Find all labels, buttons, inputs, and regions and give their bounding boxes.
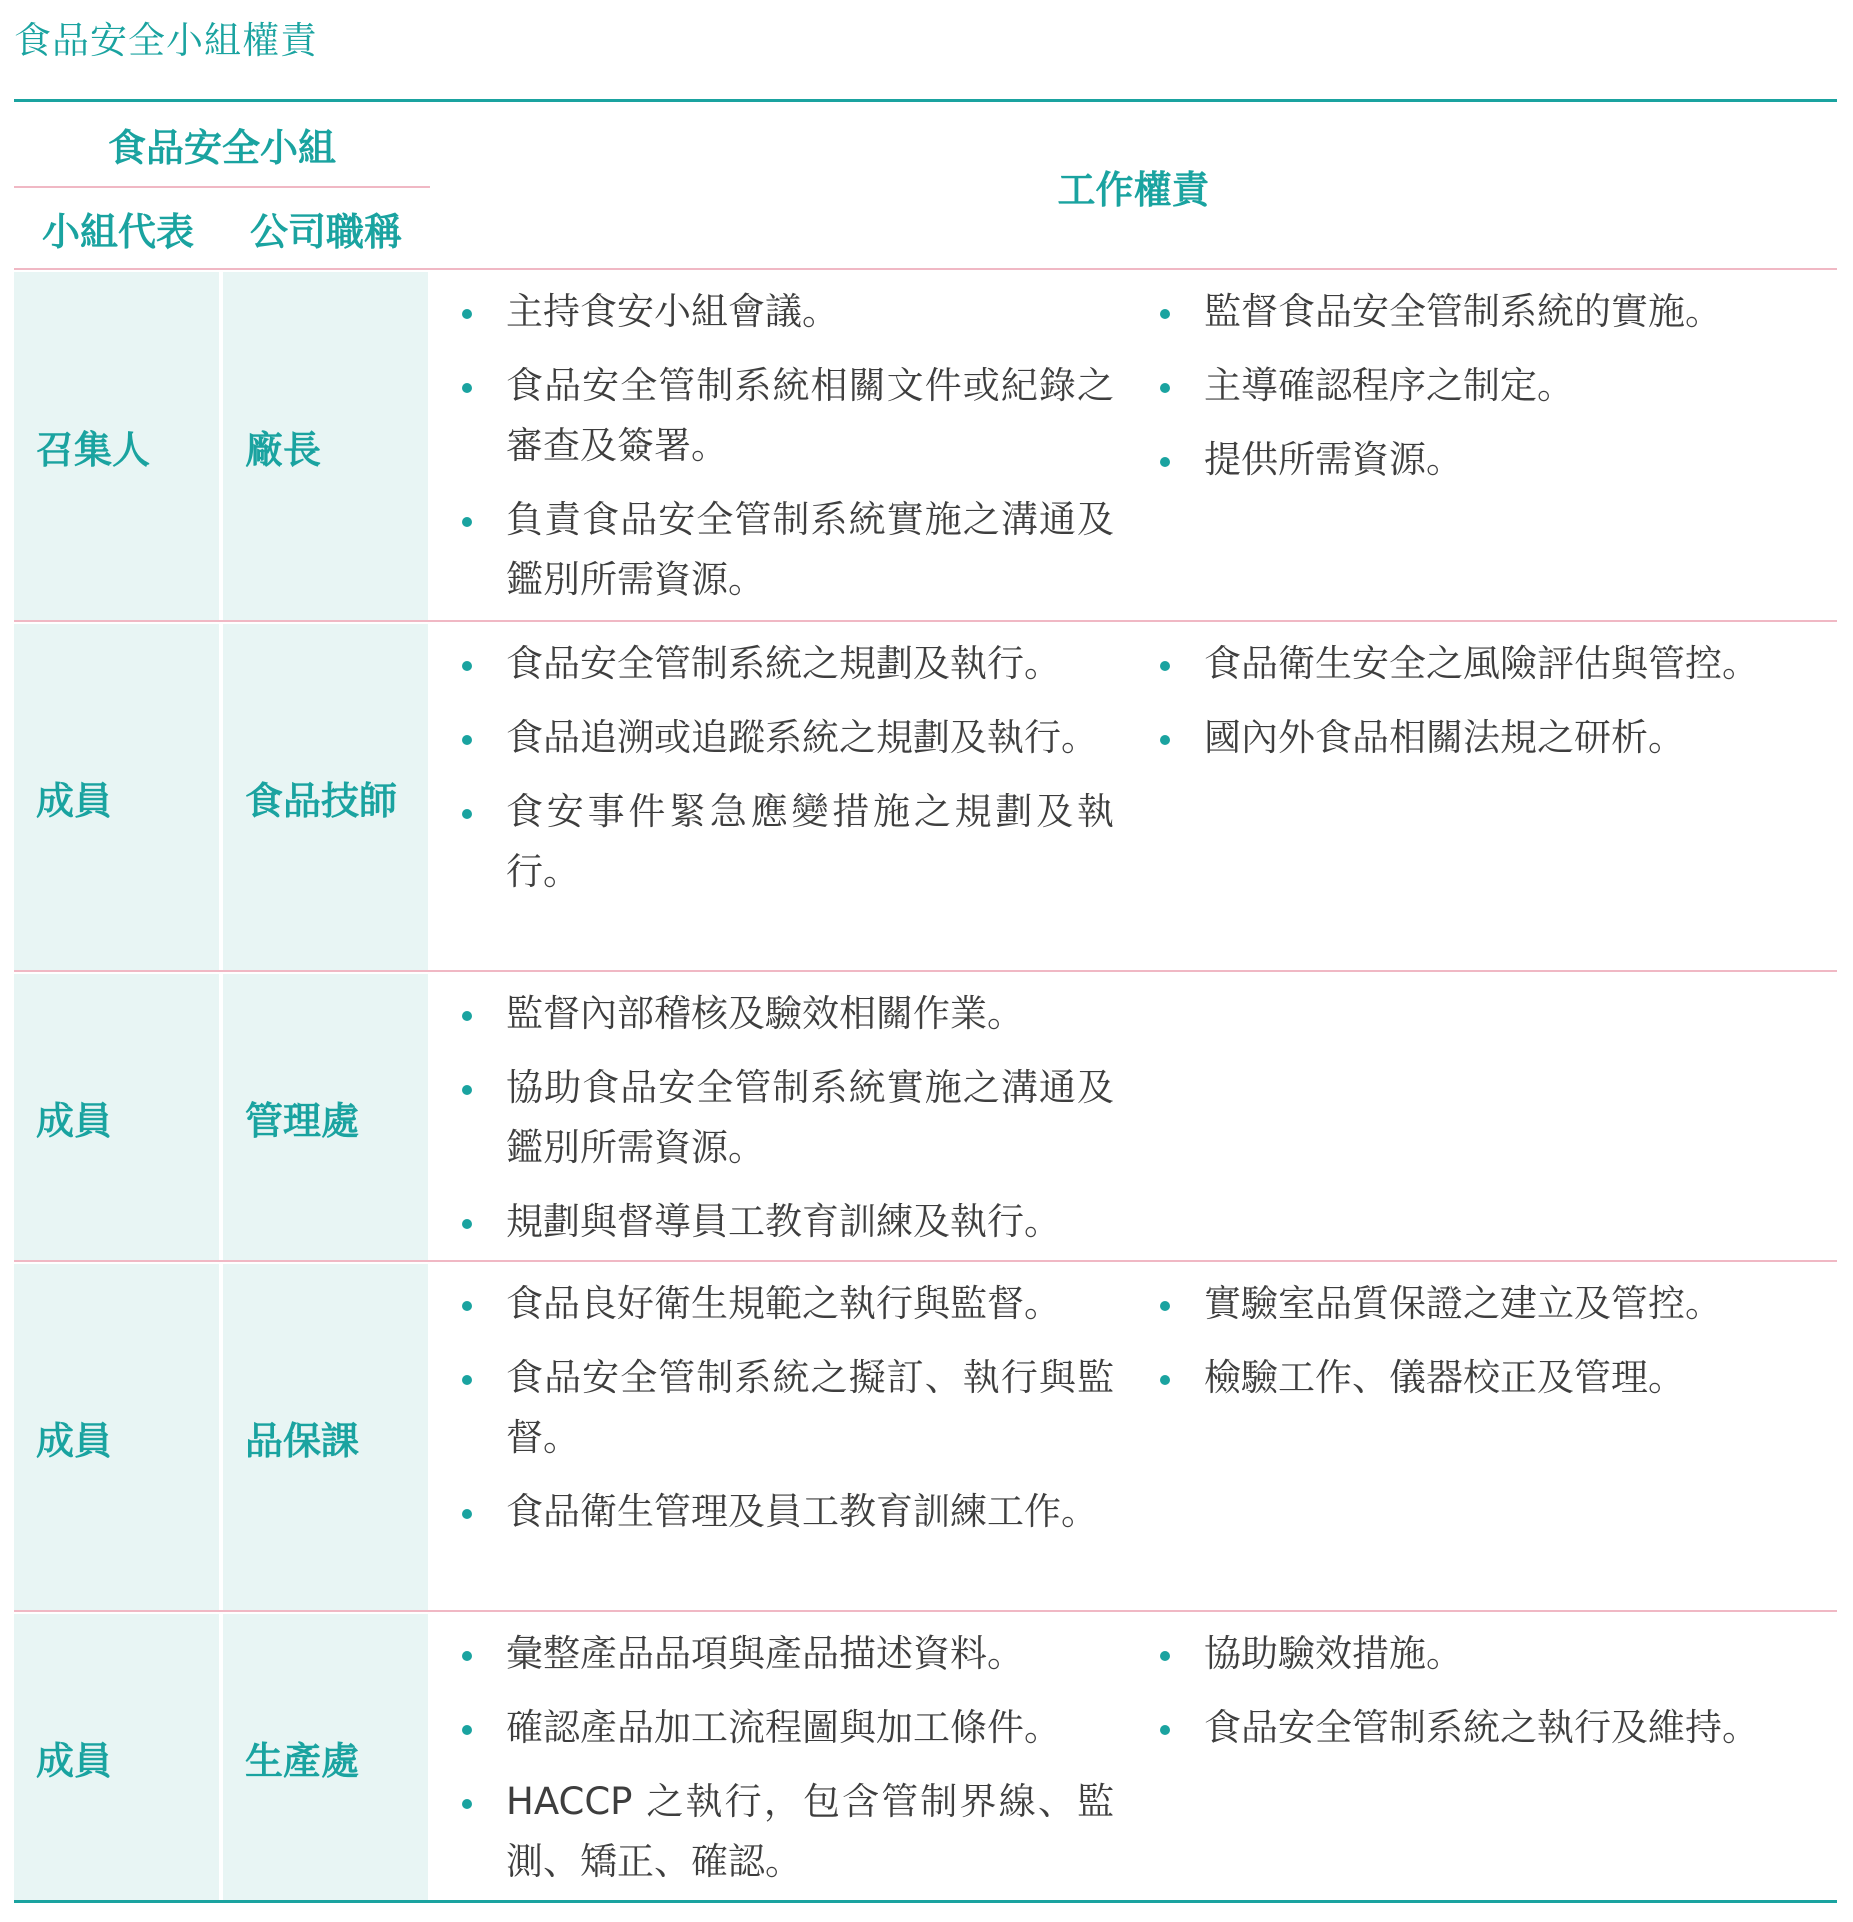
- role-cell: 成員: [14, 1264, 219, 1610]
- duty-item: 食品安全管制系統之執行及維持。: [1146, 1698, 1836, 1758]
- row-divider: [14, 1260, 1837, 1262]
- duties-left-list: [448, 624, 1114, 970]
- table-row: [14, 974, 1837, 1260]
- duty-item: 食品安全管制系統相關文件或紀錄之審查及簽署。: [448, 356, 1114, 476]
- dept-cell: 廠長: [223, 272, 428, 620]
- role-cell: 成員: [14, 974, 219, 1260]
- dept-cell: 管理處: [223, 974, 428, 1260]
- duty-item: 食品衛生管理及員工教育訓練工作。: [448, 1482, 1114, 1542]
- duties-left-list: [448, 1614, 1114, 1900]
- table-top-rule: [14, 99, 1837, 102]
- duty-item: 食品安全管制系統之擬訂、執行與監督。: [448, 1348, 1114, 1468]
- duty-item: 彙整產品品項與產品描述資料。: [448, 1624, 1114, 1684]
- duty-item: 監督食品安全管制系統的實施。: [1146, 282, 1836, 342]
- duties-right-list: [1146, 1614, 1836, 1900]
- duty-item: 確認產品加工流程圖與加工條件。: [448, 1698, 1114, 1758]
- table-bottom-rule: [14, 1900, 1837, 1903]
- duty-item: 食品追溯或追蹤系統之規劃及執行。: [448, 708, 1114, 768]
- duty-item: 主持食安小組會議。: [448, 282, 1114, 342]
- table-row: [14, 1614, 1837, 1900]
- duty-item: 監督內部稽核及驗效相關作業。: [448, 984, 1114, 1044]
- dept-cell: 生產處: [223, 1614, 428, 1900]
- duty-item: 食品良好衛生規範之執行與監督。: [448, 1274, 1114, 1334]
- duty-item: 食品安全管制系統之規劃及執行。: [448, 634, 1114, 694]
- row-divider: [14, 970, 1837, 972]
- dept-cell: 食品技師: [223, 624, 428, 970]
- duties-left-list: [448, 272, 1114, 620]
- duty-item: 主導確認程序之制定。: [1146, 356, 1836, 416]
- dept-cell: 品保課: [223, 1264, 428, 1610]
- row-divider: [14, 620, 1837, 622]
- duties-right-list: [1146, 974, 1836, 1260]
- duty-item: 實驗室品質保證之建立及管控。: [1146, 1274, 1836, 1334]
- duties-left-list: [448, 1264, 1114, 1610]
- duty-item: 提供所需資源。: [1146, 430, 1836, 490]
- header-job-title: 公司職稱: [249, 209, 402, 254]
- page-title: 食品安全小組權責: [14, 19, 318, 62]
- role-cell: 成員: [14, 624, 219, 970]
- duty-item: 食品衛生安全之風險評估與管控。: [1146, 634, 1836, 694]
- header-rep: 小組代表: [41, 209, 194, 254]
- duty-item: 協助驗效措施。: [1146, 1624, 1836, 1684]
- duty-item: 負責食品安全管制系統實施之溝通及鑑別所需資源。: [448, 490, 1114, 610]
- duties-left-list: [448, 974, 1114, 1260]
- duties-right-list: [1146, 1264, 1836, 1610]
- role-cell: 成員: [14, 1614, 219, 1900]
- duty-item: HACCP 之執行，包含管制界線、監測、矯正、確認。: [448, 1772, 1114, 1892]
- duty-item: 協助食品安全管制系統實施之溝通及鑑別所需資源。: [448, 1058, 1114, 1178]
- table-row: [14, 1264, 1837, 1610]
- header-duties: 工作權責: [1057, 167, 1210, 212]
- header-group: 食品安全小組: [107, 125, 336, 170]
- row-divider: [14, 1610, 1837, 1612]
- duty-item: 檢驗工作、儀器校正及管理。: [1146, 1348, 1836, 1408]
- duty-item: 規劃與督導員工教育訓練及執行。: [448, 1192, 1114, 1252]
- duties-right-list: [1146, 624, 1836, 970]
- row-divider: [14, 268, 1837, 270]
- duties-right-list: [1146, 272, 1836, 620]
- duty-item: 國內外食品相關法規之研析。: [1146, 708, 1836, 768]
- table-row: [14, 624, 1837, 970]
- duty-item: 食安事件緊急應變措施之規劃及執行。: [448, 782, 1114, 902]
- role-cell: 召集人: [14, 272, 219, 620]
- header-sub-rule: [14, 186, 430, 188]
- table-row: [14, 272, 1837, 620]
